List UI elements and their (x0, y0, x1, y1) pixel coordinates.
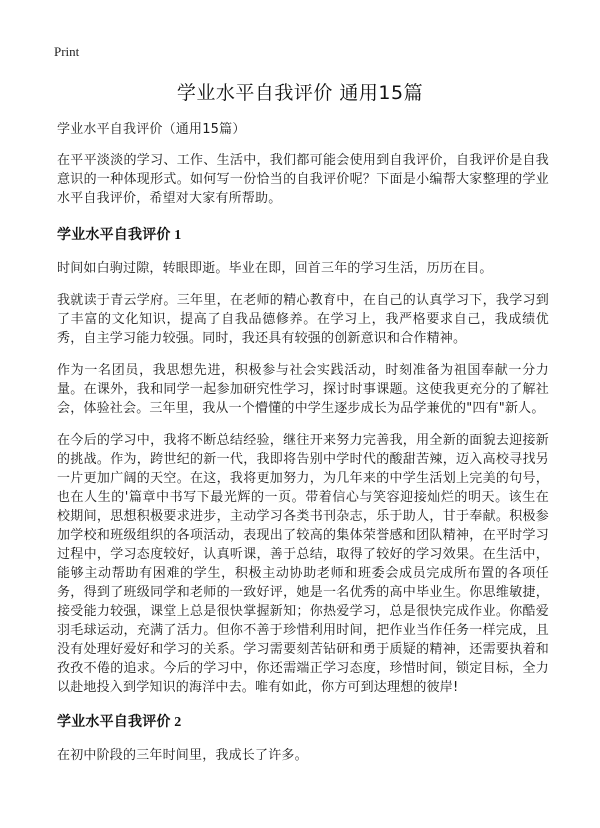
section-2-paragraph: 在初中阶段的三年时间里，我成长了许多。 (57, 748, 308, 763)
section-1-paragraph: 作为一名团员，我思想先进，积极参与社会实践活动，时刻准备为祖国奉献一分力量。在课外，我和同学一起参加研究性学习，探讨时事课题。这使我更充分的了解社会，体验社会。三年里，我从一个懵懂的中学生逐步成长为品学兼优的"四有"新人。 (57, 363, 549, 416)
section-heading-1: 学业水平自我评价 1 (57, 228, 182, 243)
document-subtitle: 学业水平自我评价（通用15篇） (57, 122, 246, 137)
page-title: 学业水平自我评价 通用15篇 (176, 82, 424, 104)
document-body (57, 120, 549, 778)
intro-paragraph: 在平平淡淡的学习、工作、生活中，我们都可能会使用到自我评价，自我评价是自我意识的一种体现形式。如何写一份恰当的自我评价呢？下面是小编帮大家整理的学业水平自我评价，希望对大家有所帮助。 (57, 153, 549, 206)
section-1-paragraph: 在今后的学习中，我将不断总结经验，继往开来努力完善我，用全新的面貌去迎接新的挑战。作为，跨世纪的新一代，我即将告别中学时代的酸甜苦辣，迈入高校寻找另一片更加广阔的天空。在这，我将更加努力，为几年来的中学生活划上完美的句号，也在人生的'篇章中书写下最光辉的一页。带着信心与笑容迎接灿烂的明天。该生在校期间，思想积极要求进步，主动学习各类书刊杂志，乐于助人，甘于奉献。积极参加学校和班级组织的各项活动，表现出了较高的集体荣誉感和团队精神，在平时学习过程中，学习态度较好，认真听课，善于总结，取得了较好的学习效果。在生活中，能够主动帮助有困难的学生，积极主动协助老师和班委会成员完成所布置的各项任务，得到了班级同学和老师的一致好评，她是一名优秀的高中毕业生。你思维敏捷，接受能力较强，课堂上总是很快掌握新知；你热爱学习，总是很快完成作业。你酷爱羽毛球运动，充满了活力。但你不善于珍惜利用时间，把作业当作任务一样完成，且没有处理好爱好和学习的关系。学习需要刻苦钻研和勇于质疑的精神，还需要执着和孜孜不倦的追求。今后的学习中，你还需端正学习态度，珍惜时间，锁定目标，全力以赴地投入到学知识的海洋中去。唯有如此，你方可到达理想的彼岸! (57, 433, 549, 695)
section-1-paragraph: 时间如白驹过隙，转眼即逝。毕业在即，回首三年的学习生活，历历在目。 (57, 261, 493, 276)
section-1-paragraph: 我就读于青云学府。三年里，在老师的精心教育中，在自己的认真学习下，我学习到了丰富的文化知识，提高了自我品德修养。在学习上，我严格要求自己，我成绩优秀，自主学习能力较强。同时，我还具有较强的创新意识和合作精神。 (57, 293, 549, 346)
section-heading-2: 学业水平自我评价 2 (57, 715, 182, 730)
print-link[interactable]: Print (54, 44, 80, 59)
